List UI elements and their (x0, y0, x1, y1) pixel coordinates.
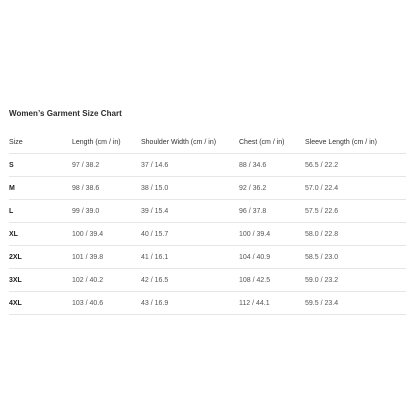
table-row (9, 292, 406, 315)
length-value: 101 / 39.8 (72, 246, 141, 269)
sleeve-length-value: 59.0 / 23.2 (305, 269, 406, 292)
table-row (9, 269, 406, 292)
header-size: Size (9, 131, 72, 154)
chart-title: Women’s Garment Size Chart (9, 109, 122, 118)
chest-value: 88 / 34.6 (239, 154, 305, 177)
table-row (9, 177, 406, 200)
sleeve-length-value: 58.5 / 23.0 (305, 246, 406, 269)
chest-value: 100 / 39.4 (239, 223, 305, 246)
chest-value: 108 / 42.5 (239, 269, 305, 292)
shoulder-width-value: 43 / 16.9 (141, 292, 239, 315)
shoulder-width-value: 42 / 16.5 (141, 269, 239, 292)
header-sleeve-length: Sleeve Length (cm / in) (305, 131, 406, 154)
chest-value: 96 / 37.8 (239, 200, 305, 223)
header-chest: Chest (cm / in) (239, 131, 305, 154)
chest-value: 112 / 44.1 (239, 292, 305, 315)
size-label: 3XL (9, 269, 72, 292)
shoulder-width-value: 41 / 16.1 (141, 246, 239, 269)
table-row (9, 154, 406, 177)
length-value: 97 / 38.2 (72, 154, 141, 177)
length-value: 99 / 39.0 (72, 200, 141, 223)
chest-value: 104 / 40.9 (239, 246, 305, 269)
shoulder-width-value: 40 / 15.7 (141, 223, 239, 246)
sleeve-length-value: 56.5 / 22.2 (305, 154, 406, 177)
table-row (9, 200, 406, 223)
size-label: L (9, 200, 72, 223)
sleeve-length-value: 57.5 / 22.6 (305, 200, 406, 223)
chest-value: 92 / 36.2 (239, 177, 305, 200)
length-value: 102 / 40.2 (72, 269, 141, 292)
size-label: 2XL (9, 246, 72, 269)
sleeve-length-value: 58.0 / 22.8 (305, 223, 406, 246)
size-table (9, 131, 406, 315)
length-value: 100 / 39.4 (72, 223, 141, 246)
header-shoulder-width: Shoulder Width (cm / in) (141, 131, 239, 154)
sleeve-length-value: 57.0 / 22.4 (305, 177, 406, 200)
header-row (9, 131, 406, 154)
length-value: 98 / 38.6 (72, 177, 141, 200)
size-label: 4XL (9, 292, 72, 315)
size-label: XL (9, 223, 72, 246)
sleeve-length-value: 59.5 / 23.4 (305, 292, 406, 315)
table-row (9, 223, 406, 246)
header-length: Length (cm / in) (72, 131, 141, 154)
shoulder-width-value: 39 / 15.4 (141, 200, 239, 223)
shoulder-width-value: 38 / 15.0 (141, 177, 239, 200)
length-value: 103 / 40.6 (72, 292, 141, 315)
size-label: S (9, 154, 72, 177)
table-row (9, 246, 406, 269)
size-label: M (9, 177, 72, 200)
shoulder-width-value: 37 / 14.6 (141, 154, 239, 177)
